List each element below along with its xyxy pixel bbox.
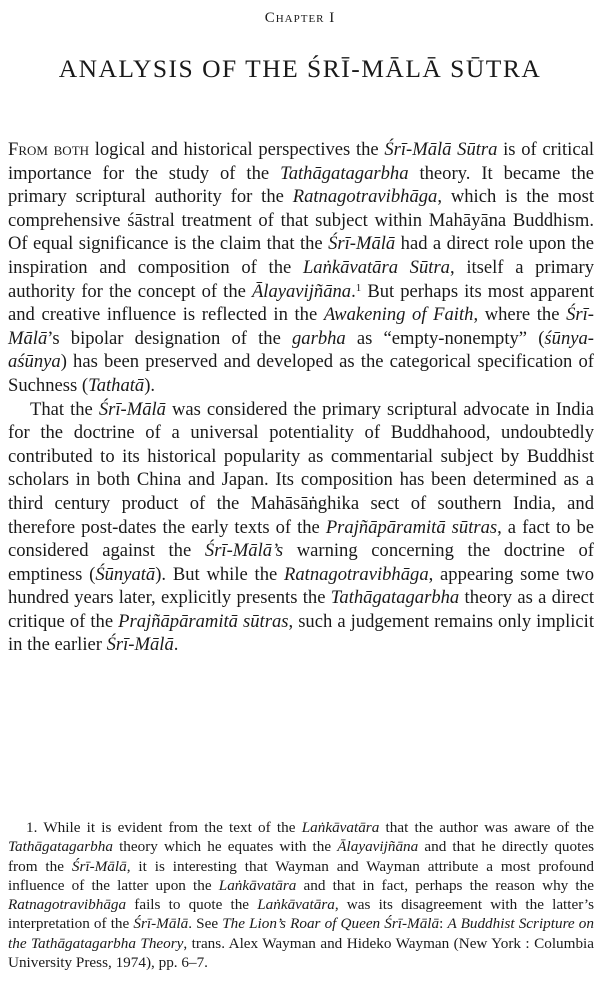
text-run: theory which he equates with the bbox=[112, 838, 338, 856]
text-run: and that in fact, perhaps the reason why the bbox=[296, 876, 594, 894]
text-run: Ratnagotravibhāga bbox=[292, 186, 438, 208]
text-run: ’s bipolar designation of the bbox=[47, 327, 292, 349]
text-run: Awakening of Faith bbox=[323, 304, 474, 326]
text-run: śūnya-aśūnya bbox=[8, 327, 594, 373]
text-run: Śūnyatā bbox=[95, 563, 156, 585]
text-run: Tathāgatagarbha bbox=[330, 587, 460, 609]
text-run: Śrī-Mālā bbox=[71, 857, 127, 875]
text-run: Śrī-Mālā bbox=[98, 398, 166, 420]
text-run: Śrī-Mālā Sūtra bbox=[384, 139, 498, 160]
text-run: 1. While it is evident from the text of the bbox=[26, 819, 302, 836]
text-run: ). bbox=[144, 374, 156, 396]
text-run: , was its disagreement with the latter’s interpretation of the bbox=[8, 896, 594, 933]
text-run: . bbox=[351, 280, 356, 302]
text-run: theory. It became the primary scriptural authority for the bbox=[8, 162, 594, 208]
footnote-1 bbox=[8, 818, 594, 972]
text-run: , where the bbox=[473, 304, 567, 326]
text-run: , it is interesting that Wayman and Wayman attribute a most profound influence of the latter upon the bbox=[8, 857, 594, 894]
text-run: Ratnagotravibhāga bbox=[284, 563, 429, 585]
text-run: Laṅkāvatāra bbox=[301, 819, 380, 836]
text-run: Tathāgatagarbha bbox=[280, 162, 409, 184]
footnote-ref[interactable]: 1 bbox=[355, 281, 362, 294]
paragraph-2 bbox=[8, 398, 594, 658]
footnotes bbox=[8, 818, 594, 972]
text-run: A Buddhist Scripture on the Tathāgatagarbha Theory bbox=[8, 915, 594, 952]
text-run: is of critical importance for the study of the bbox=[8, 139, 594, 184]
text-run: The Lion’s Roar of Queen Śrī-Mālā bbox=[222, 915, 440, 933]
text-run: : bbox=[439, 915, 448, 933]
text-run: . bbox=[173, 634, 179, 656]
text-run: , appearing some two hundred years later, explicitly presents the bbox=[8, 563, 594, 609]
text-run: ). But while the bbox=[155, 563, 284, 585]
text-run: Laṅkāvatāra bbox=[257, 896, 335, 914]
text-run: garbha bbox=[292, 327, 346, 349]
text-run: and that he directly quotes from the bbox=[8, 838, 594, 875]
text-run: From both bbox=[8, 139, 90, 160]
text-run: had a direct role upon the inspiration and composition of the bbox=[8, 233, 594, 278]
chapter-title: ANALYSIS OF THE ŚRĪ-MĀLĀ SŪTRA bbox=[58, 54, 542, 83]
chapter-label: Chapter I bbox=[264, 10, 336, 26]
text-run: was considered the primary scriptural advocate in India for the doctrine of a universal potentiality of Buddhahood, undoubtedly contributed to its historical popularity as commentarial subject by Buddhist scholars in both China and Japan. Its composition has been determined as a third century product of the Mahāsāṅghika sect of southern India, and therefore post-dates the early texts of the bbox=[8, 398, 594, 538]
text-run: warning concerning the doctrine of emptiness ( bbox=[8, 540, 594, 585]
text-run: Laṅkāvatāra Sūtra bbox=[302, 256, 450, 278]
text-run: That the bbox=[30, 398, 99, 420]
text-run: Tathāgatagarbha bbox=[8, 838, 113, 856]
text-run: , itself a primary authority for the concept of the bbox=[8, 256, 594, 302]
text-run: Śrī-Mālā bbox=[8, 304, 594, 349]
text-run: Prajñāpāramitā sūtras bbox=[325, 516, 498, 538]
text-run: Ratnagotravibhāga bbox=[8, 896, 127, 914]
text-run: logical and historical perspectives the bbox=[89, 139, 385, 160]
text-run: Śrī-Mālā bbox=[133, 915, 189, 933]
text-run: , such a judgement remains only implicit in the earlier bbox=[8, 610, 595, 656]
text-run: , which is the most comprehensive śāstral treatment of that subject within Mahāyāna Buddhism. Of equal significance is the claim that the bbox=[8, 186, 594, 255]
text-run: Ālayavijñāna bbox=[251, 280, 352, 302]
text-run: Prajñāpāramitā sūtras bbox=[118, 610, 289, 632]
text-run: , a fact to be considered against the bbox=[8, 516, 594, 562]
text-run: theory as a direct critique of the bbox=[8, 587, 594, 632]
text-run: Śrī-Mālā bbox=[106, 634, 174, 656]
text-run: Śrī-Mālā’s bbox=[204, 540, 284, 562]
text-run: Ālayavijñāna bbox=[337, 838, 419, 856]
text-run: . See bbox=[188, 915, 223, 933]
body-text bbox=[8, 138, 594, 657]
text-run: that the author was aware of the bbox=[379, 819, 594, 836]
text-run: as “empty-nonempty” ( bbox=[345, 327, 545, 349]
text-run: Laṅkāvatāra bbox=[218, 876, 297, 894]
text-run: Śrī-Mālā bbox=[328, 233, 396, 255]
text-run: Tathatā bbox=[88, 374, 145, 396]
text-run: But perhaps its most apparent and creative influence is reflected in the bbox=[8, 280, 594, 326]
text-run: , trans. Alex Wayman and Hideko Wayman (New York : Columbia University Press, 1974), pp. 6–7. bbox=[8, 934, 595, 972]
text-run: fails to quote the bbox=[126, 896, 258, 914]
paragraph-1 bbox=[8, 138, 594, 398]
text-run: ) has been preserved and developed as the categorical specification of Suchness ( bbox=[8, 351, 594, 396]
